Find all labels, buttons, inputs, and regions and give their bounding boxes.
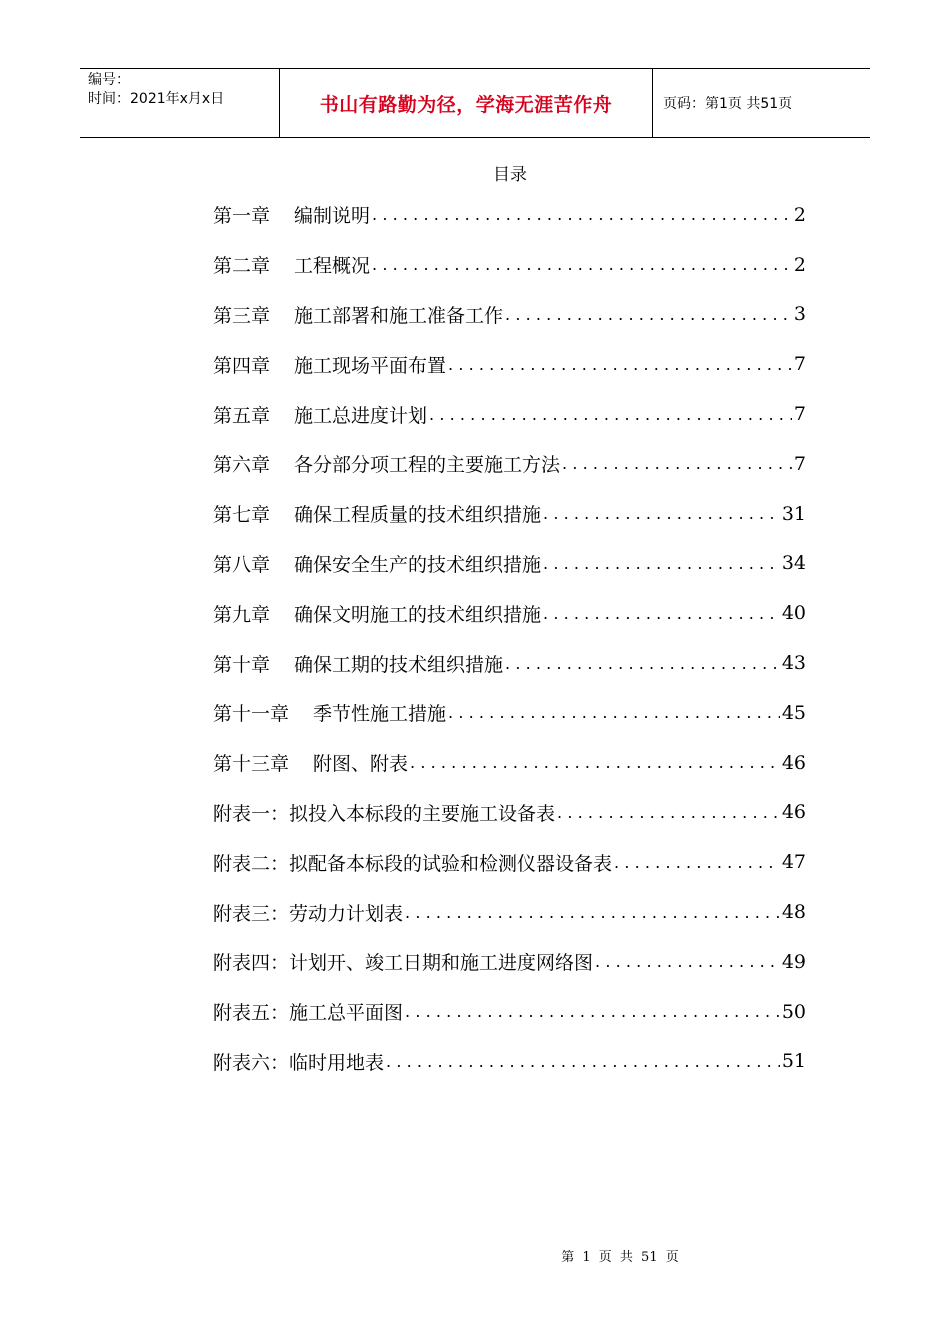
- table-of-contents: [213, 190, 806, 1086]
- toc-heading: 确保安全生产的技术组织措施: [294, 553, 542, 576]
- toc-heading: 施工现场平面布置: [294, 354, 447, 377]
- toc-page-number: 49: [781, 950, 806, 973]
- page-header: [80, 68, 870, 138]
- toc-entry[interactable]: [213, 539, 806, 589]
- toc-page-number: 51: [781, 1050, 806, 1073]
- toc-leader-dots: [405, 1002, 780, 1021]
- toc-heading: 工程概况: [294, 255, 371, 278]
- toc-page-number: 34: [781, 552, 806, 575]
- document-number-label: 编号：: [88, 72, 130, 88]
- toc-chapter-label: 第十一章: [213, 703, 290, 726]
- toc-leader-dots: [505, 654, 780, 673]
- toc-heading: 拟投入本标段的主要施工设备表: [289, 802, 556, 825]
- toc-entry[interactable]: [213, 688, 806, 738]
- toc-chapter-label: 附表三：: [213, 902, 290, 925]
- toc-heading: 附图、附表: [313, 753, 409, 776]
- toc-heading: 临时用地表: [289, 1051, 385, 1074]
- toc-page-number: 7: [793, 403, 806, 426]
- page-footer: 第 1 页 共 51 页: [561, 1250, 679, 1265]
- toc-chapter-label: 第三章: [213, 304, 271, 327]
- toc-chapter-label: 第十三章: [213, 753, 290, 776]
- toc-entry[interactable]: [213, 837, 806, 887]
- toc-heading: 确保文明施工的技术组织措施: [294, 603, 542, 626]
- toc-page-number: 2: [793, 203, 806, 226]
- toc-leader-dots: [595, 952, 780, 971]
- toc-chapter-label: 第八章: [213, 553, 271, 576]
- toc-entry[interactable]: [213, 887, 806, 937]
- toc-leader-dots: [543, 554, 780, 573]
- toc-leader-dots: [372, 255, 792, 274]
- toc-page-number: 40: [781, 602, 806, 625]
- toc-heading: 施工总平面图: [289, 1002, 404, 1025]
- toc-chapter-label: 第二章: [213, 255, 271, 278]
- toc-heading: 确保工程质量的技术组织措施: [294, 504, 542, 527]
- header-meta: [80, 69, 280, 137]
- toc-entry[interactable]: [213, 588, 806, 638]
- toc-page-number: 7: [793, 353, 806, 376]
- toc-entry[interactable]: [213, 190, 806, 240]
- header-motto: 书山有路勤为径，学海无涯苦作舟: [280, 69, 653, 137]
- toc-page-number: 7: [793, 452, 806, 475]
- toc-leader-dots: [543, 504, 780, 523]
- toc-entry[interactable]: [213, 738, 806, 788]
- toc-heading: 施工总进度计划: [294, 404, 428, 427]
- toc-leader-dots: [543, 604, 780, 623]
- toc-heading: 编制说明: [294, 205, 371, 228]
- header-page-info: 页码：第1页 共51页: [663, 96, 793, 112]
- toc-entry[interactable]: [213, 439, 806, 489]
- toc-page-number: 48: [781, 901, 806, 924]
- toc-page-number: 2: [793, 253, 806, 276]
- toc-leader-dots: [405, 903, 780, 922]
- toc-chapter-label: 附表四：: [213, 952, 290, 975]
- toc-leader-dots: [386, 1052, 780, 1071]
- toc-chapter-label: 第十章: [213, 653, 271, 676]
- toc-heading: 拟配备本标段的试验和检测仪器设备表: [289, 852, 613, 875]
- toc-page-number: 47: [781, 851, 806, 874]
- toc-entry[interactable]: [213, 638, 806, 688]
- toc-entry[interactable]: [213, 240, 806, 290]
- toc-leader-dots: [448, 703, 780, 722]
- toc-leader-dots: [614, 853, 780, 872]
- toc-page-number: 50: [781, 1000, 806, 1023]
- toc-leader-dots: [410, 753, 780, 772]
- toc-leader-dots: [448, 355, 792, 374]
- toc-page-number: 45: [781, 701, 806, 724]
- toc-leader-dots: [429, 405, 792, 424]
- toc-entry[interactable]: [213, 489, 806, 539]
- toc-page-number: 46: [781, 801, 806, 824]
- toc-entry[interactable]: [213, 788, 806, 838]
- toc-heading: 确保工期的技术组织措施: [294, 653, 504, 676]
- toc-heading: 季节性施工措施: [313, 703, 447, 726]
- toc-entry[interactable]: [213, 1037, 806, 1087]
- toc-chapter-label: 附表五：: [213, 1002, 290, 1025]
- toc-chapter-label: 附表一：: [213, 802, 290, 825]
- toc-entry[interactable]: [213, 937, 806, 987]
- toc-chapter-label: 附表六：: [213, 1051, 290, 1074]
- toc-chapter-label: 第六章: [213, 454, 271, 477]
- toc-title: 目录: [493, 165, 527, 185]
- toc-entry[interactable]: [213, 339, 806, 389]
- toc-heading: 各分部分项工程的主要施工方法: [294, 454, 561, 477]
- toc-chapter-label: 附表二：: [213, 852, 290, 875]
- toc-chapter-label: 第一章: [213, 205, 271, 228]
- toc-leader-dots: [372, 205, 792, 224]
- toc-chapter-label: 第九章: [213, 603, 271, 626]
- toc-page-number: 31: [781, 502, 806, 525]
- toc-page-number: 46: [781, 751, 806, 774]
- toc-page-number: 43: [781, 652, 806, 675]
- toc-heading: 施工部署和施工准备工作: [294, 304, 504, 327]
- toc-chapter-label: 第四章: [213, 354, 271, 377]
- toc-page-number: 3: [793, 303, 806, 326]
- toc-leader-dots: [562, 454, 792, 473]
- toc-heading: 劳动力计划表: [289, 902, 404, 925]
- toc-leader-dots: [505, 305, 792, 324]
- toc-chapter-label: 第七章: [213, 504, 271, 527]
- toc-entry[interactable]: [213, 290, 806, 340]
- toc-chapter-label: 第五章: [213, 404, 271, 427]
- toc-entry[interactable]: [213, 389, 806, 439]
- toc-heading: 计划开、竣工日期和施工进度网络图: [289, 952, 594, 975]
- toc-leader-dots: [557, 803, 780, 822]
- document-date: 时间：2021年x月x日: [88, 91, 225, 107]
- toc-entry[interactable]: [213, 987, 806, 1037]
